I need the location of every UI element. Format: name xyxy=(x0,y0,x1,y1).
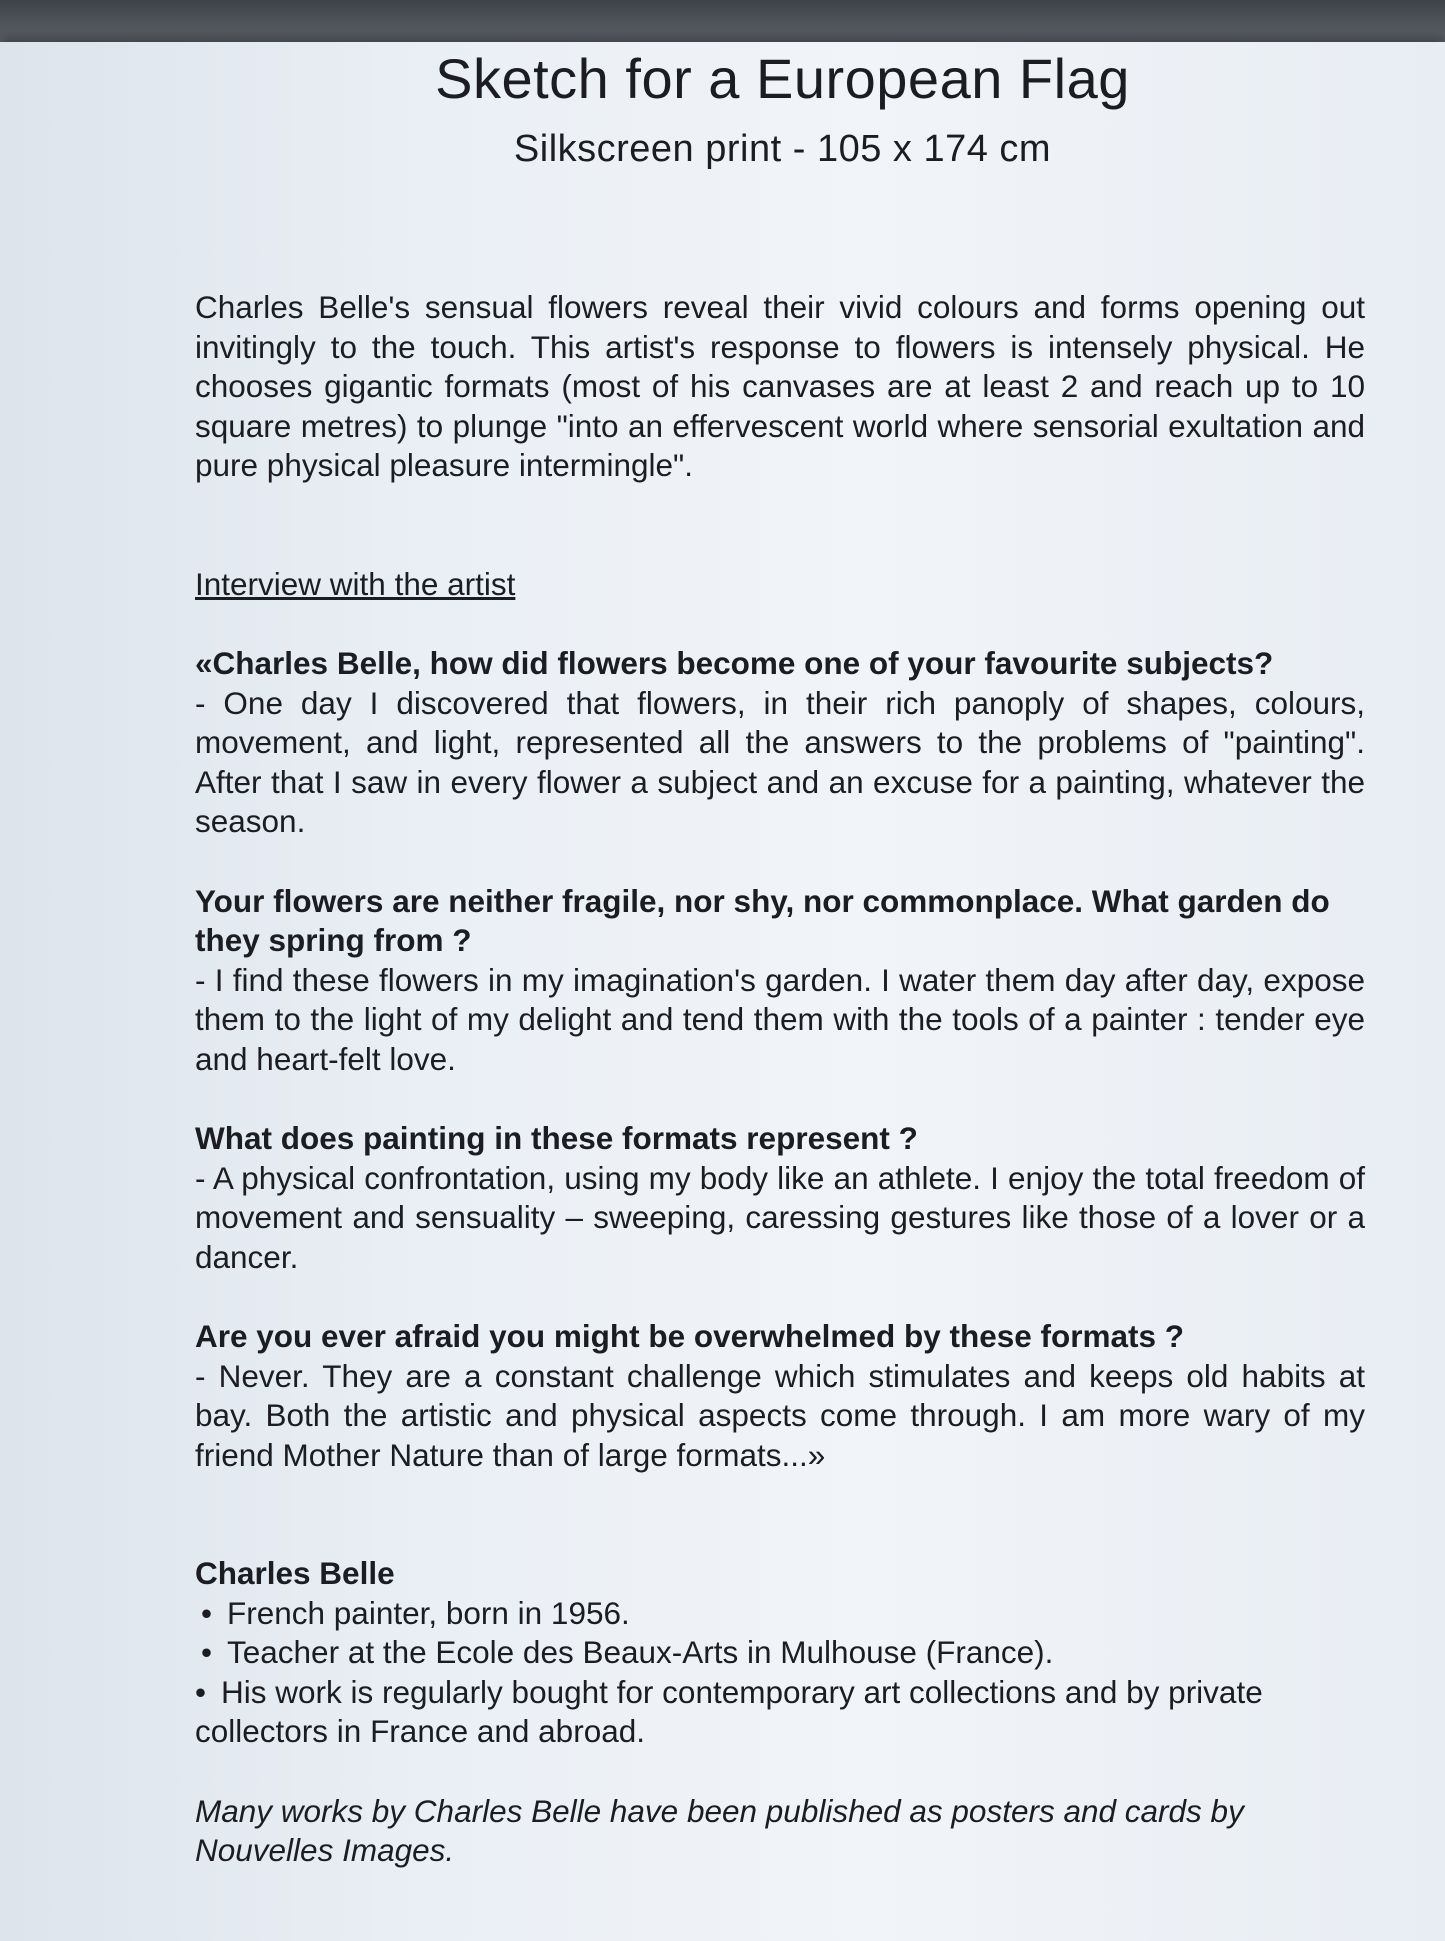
intro-paragraph: Charles Belle's sensual flowers reveal their vivid colours and forms opening out invitingly to the touch. This artist's response to flowers is intensely physical. He chooses gigantic formats (most of his canvases are at least 2 and reach up to 10 square metres) to plunge "into an effervescent world where sensorial exultation and pure physical pleasure intermingle". xyxy=(195,289,1365,483)
bullet-icon: • xyxy=(201,1634,213,1670)
interview-answer: - I find these flowers in my imagination's garden. I water them day after day, expose them to the light of my delight and tend them with the tools of a painter : tender eye and heart-felt love. xyxy=(195,961,1365,1077)
bio-item-text: His work is regularly bought for contemporary art collections and by private collectors in France and abroad. xyxy=(195,1673,1263,1749)
interview-answer: - Never. They are a constant challenge which stimulates and keeps old habits at bay. Both the artistic and physical aspects come through. I am more wary of my friend Mother Nature than of large formats...» xyxy=(195,1357,1365,1473)
interview-answer: - A physical confrontation, using my body like an athlete. I enjoy the total freedom of movement and sensuality – sweeping, caressing gestures like those of a lover or a dancer. xyxy=(195,1159,1365,1275)
interview-item xyxy=(195,644,1365,842)
interview-question: «Charles Belle, how did flowers become one of your favourite subjects? xyxy=(195,645,1274,681)
bullet-icon: • xyxy=(201,1594,213,1631)
interview-question: Your flowers are neither fragile, nor shy, nor commonplace. What garden do they spring from ? xyxy=(195,882,1330,958)
interview-item xyxy=(195,1119,1365,1277)
interview-answer: - One day I discovered that flowers, in their rich panoply of shapes, colours, movement, and light, represented all the answers to the problems of "painting". After that I saw in every flower a subject and an excuse for a painting, whatever the season. xyxy=(195,684,1365,839)
document-page xyxy=(0,42,1445,1941)
bio-item xyxy=(195,1673,1365,1752)
bio-item xyxy=(195,1633,1365,1673)
bio-name: Charles Belle xyxy=(195,1555,395,1591)
document-body xyxy=(195,288,1365,1871)
closing-note: Many works by Charles Belle have been published as posters and cards by Nouvelles Images. xyxy=(195,1792,1244,1868)
interview-heading: Interview with the artist xyxy=(195,565,516,602)
page-subtitle: Silkscreen print - 105 x 174 cm xyxy=(513,128,1052,170)
bio-list xyxy=(195,1594,1365,1752)
bio-item-text: French painter, born in 1956. xyxy=(227,1594,630,1631)
bio-item xyxy=(195,1594,1365,1634)
interview-item xyxy=(195,882,1365,1080)
page-title: Sketch for a European Flag xyxy=(435,47,1130,110)
bio-item-text: Teacher at the Ecole des Beaux-Arts in Mulhouse (France). xyxy=(227,1634,1054,1670)
interview-question: What does painting in these formats represent ? xyxy=(195,1120,918,1156)
interview-item xyxy=(195,1317,1365,1475)
interview-question: Are you ever afraid you might be overwhelmed by these formats ? xyxy=(195,1318,1185,1354)
bullet-icon: • xyxy=(195,1673,207,1710)
